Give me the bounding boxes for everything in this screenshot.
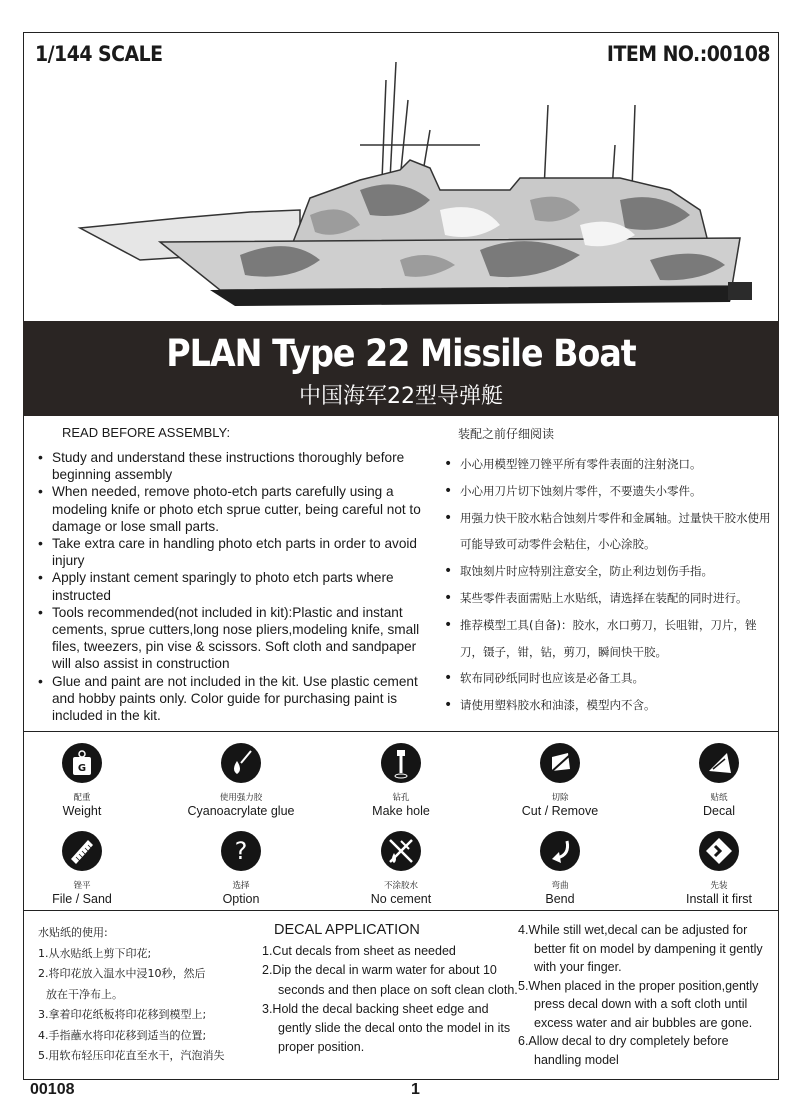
list-item: • Tools recommended(not included in kit):Plastic and instant cements, sprue cutters,long nose pliers,modeling knife, small files, tweezers, pin vise & scissors. Soft cloth and sandpaper will also assist in construction: [38, 604, 434, 673]
decal-step: 4.While still wet,decal can be adjusted for better fit on model by dampening it gently with your finger.: [518, 923, 763, 974]
ship-illustration: [60, 50, 760, 320]
symbol-en-label: Weight: [62, 804, 102, 818]
symbol-zh-label: 钻孔: [392, 793, 410, 803]
decal-step: 6.Allow decal to dry completely before handling model: [518, 1034, 729, 1067]
symbol-zh-label: 贴纸: [710, 793, 728, 803]
symbol-en-label: No cement: [370, 892, 432, 906]
list-item: • 用强力快干胶水粘合蚀刻片零件和金属轴。过量快干胶水使用可能导致可动零件会粘住，小心涂胶。: [444, 505, 774, 559]
decal-zh-line: 放在干净布上。: [46, 987, 123, 1001]
title-banner: [23, 321, 779, 416]
symbol-en-label: Cyanoacrylate glue: [187, 804, 295, 818]
list-item: • 请使用塑料胶水和油漆，模型内不含。: [444, 692, 774, 719]
decal-zh-section: [38, 923, 268, 1067]
weight-icon: [62, 743, 102, 783]
bend-icon: [540, 831, 580, 871]
svg-text:?: ?: [234, 837, 248, 865]
instructions-zh-list: [444, 451, 774, 719]
list-item: • Apply instant cement sparingly to photo etch parts where instructed: [38, 569, 434, 603]
symbol-zh-label: 弯曲: [551, 881, 569, 891]
list-item: • 取蚀刻片时应特别注意安全，防止利边划伤手指。: [444, 558, 774, 585]
symbol-bend: [495, 831, 625, 906]
symbol-en-label: Bend: [545, 892, 575, 906]
symbol-zh-label: 先装: [710, 881, 728, 891]
symbol-en-label: Decal: [703, 804, 735, 818]
list-item: • When needed, remove photo-etch parts carefully using a modeling knife or photo etch sprue cutter, being careful not to damage or lose small parts.: [38, 483, 434, 535]
question-icon: [221, 831, 261, 871]
glue-drop-icon: [221, 743, 261, 783]
symbol-file: [17, 831, 147, 906]
symbol-en-label: Cut / Remove: [521, 804, 599, 818]
decal-zh-line: 2.将印花放入温水中浸10秒，然后: [38, 967, 206, 980]
symbol-zh-label: 不涂胶水: [383, 881, 418, 891]
decal-step: 2.Dip the decal in warm water for about 10 seconds and then place on soft clean cloth.: [262, 963, 518, 997]
page-number: 1: [411, 1081, 420, 1098]
symbol-cut: [495, 743, 625, 818]
decal-zh-heading: 水贴纸的使用:: [38, 926, 108, 939]
item-number: ITEM NO.:00108: [606, 42, 770, 66]
scale-label: 1/144 SCALE: [35, 42, 163, 66]
symbol-zh-label: 配重: [73, 793, 91, 803]
list-item: • 软布同砂纸同时也应该是必备工具。: [444, 665, 774, 692]
symbol-install-first: [654, 831, 784, 906]
symbol-zh-label: 切除: [551, 793, 569, 803]
list-item: • 小心用模型锉刀锉平所有零件表面的注射浇口。: [444, 451, 774, 478]
decal-zh-line: 1.从水贴纸上剪下印花;: [38, 946, 152, 960]
list-item: • Take extra care in handling photo etch parts in order to avoid injury: [38, 535, 434, 569]
title-en: PLAN Type 22 Missile Boat: [166, 332, 636, 375]
symbol-glue: [176, 743, 306, 818]
decal-step: 1.Cut decals from sheet as needed: [262, 944, 456, 959]
symbol-zh-label: 使用强力胶: [219, 793, 263, 803]
svg-text:G: G: [77, 763, 87, 774]
symbol-make-hole: [336, 743, 466, 818]
list-item: • Study and understand these instructions thoroughly before beginning assembly: [38, 449, 434, 483]
list-item: • Glue and paint are not included in the kit. Use plastic cement and hobby paints only. Color guide for purchasing paint is included in the kit.: [38, 673, 434, 725]
instructions-zh-heading: 装配之前仔细阅读: [458, 427, 555, 441]
symbol-en-label: File / Sand: [52, 892, 112, 906]
symbol-en-label: Make hole: [372, 804, 430, 818]
list-item: • 某些零件表面需贴上水贴纸，请选择在装配的同时进行。: [444, 585, 774, 612]
decal-en-section-right: [518, 921, 768, 1069]
decal-step: 3.Hold the decal backing sheet edge and gently slide the decal onto the model in its proper position.: [262, 1001, 511, 1055]
divider: [23, 910, 779, 911]
decal-en-heading: DECAL APPLICATION: [274, 922, 420, 938]
symbol-en-label: Install it first: [686, 892, 752, 906]
symbol-decal: [654, 743, 784, 818]
decal-step: 5.When placed in the proper position,gently press decal down with a soft cloth until excess water and air bubbles are gone.: [518, 978, 759, 1030]
drill-icon: [381, 743, 421, 783]
install-first-icon: [699, 831, 739, 871]
decal-en-section: [262, 921, 520, 1057]
no-cement-icon: [381, 831, 421, 871]
title-zh: 中国海军22型导弹艇: [299, 384, 503, 409]
instructions-en-heading: READ BEFORE ASSEMBLY:: [62, 425, 231, 440]
symbol-weight: [17, 743, 147, 818]
file-icon: [62, 831, 102, 871]
list-item: • 小心用刀片切下蚀刻片零件，不要遗失小零件。: [444, 478, 774, 505]
decal-zh-line: 4.手指蘸水将印花移到适当的位置;: [38, 1028, 207, 1042]
divider: [23, 731, 779, 732]
cut-icon: [540, 743, 580, 783]
symbol-option: [176, 831, 306, 906]
symbol-no-cement: [336, 831, 466, 906]
instructions-en-list: [38, 449, 434, 724]
symbol-en-label: Option: [222, 892, 260, 906]
decal-zh-line: 3.拿着印花纸板将印花移到模型上;: [38, 1008, 207, 1021]
decal-icon: [699, 743, 739, 783]
list-item: • 推荐模型工具(自备)：胶水，水口剪刀，长咀钳，刀片，锉刀，镊子，钳，钻，剪刀，瞬间快干胶。: [444, 612, 774, 666]
footer-code: 00108: [30, 1081, 75, 1098]
decal-zh-line: 5.用软布轻压印花直至水干，汽泡消失: [38, 1049, 225, 1062]
symbol-zh-label: 选择: [232, 881, 250, 891]
symbol-zh-label: 锉平: [73, 881, 91, 891]
